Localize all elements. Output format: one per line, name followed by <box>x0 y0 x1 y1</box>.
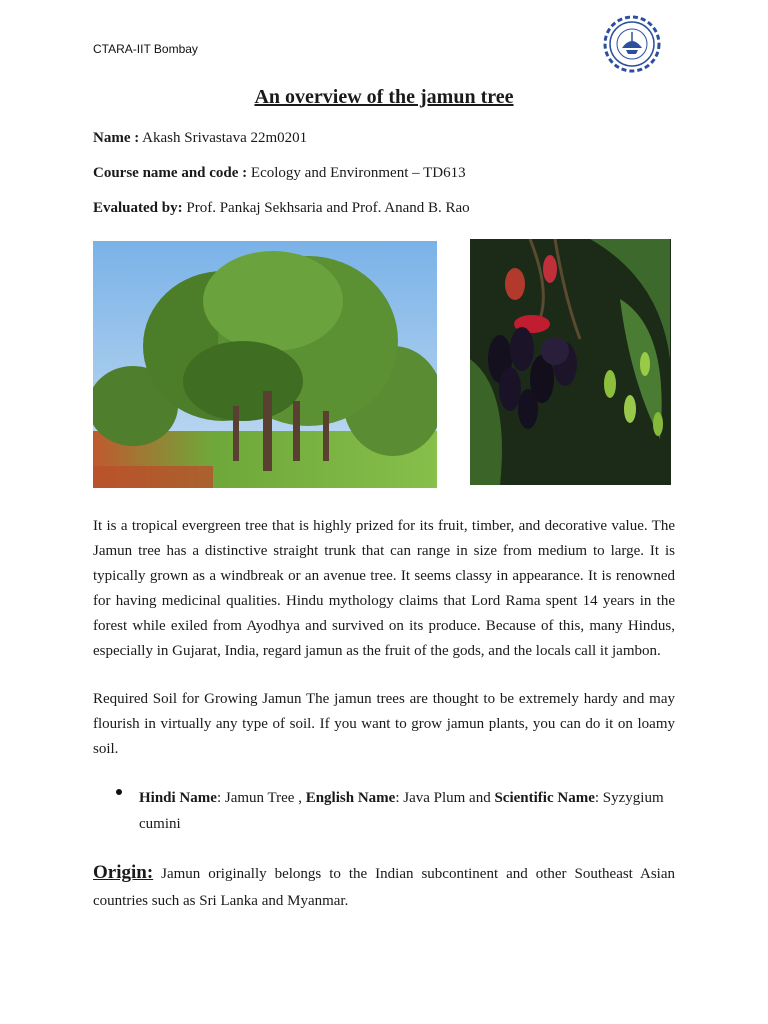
header-org-name: CTARA-IIT Bombay <box>93 42 198 56</box>
names-bullet <box>139 785 675 837</box>
origin-label: Origin: <box>93 862 154 883</box>
hindi-name-value: : Jamun Tree , <box>216 790 306 806</box>
jamun-fruit-photo <box>470 239 671 485</box>
intro-paragraph: It is a tropical evergreen tree that is highly prized for its fruit, timber, and decorative value. The Jamun tree has a distinctive straight trunk that can range in size from medium to large. It is typically grown as a windbreak or an avenue tree. It seems classy in appearance. It is renowned for having medicinal qualities. Hindu mythology claims that Lord Rama spent 14 years in the forest while exiled from Ayodhya and survived on its produce. Because of this, many Hindus, especially in Gujarat, India, regard jamun as the fruit of the gods, and the locals call it jambon. <box>93 518 675 659</box>
evaluated-label: Evaluated by: <box>93 200 183 216</box>
bullet-marker <box>116 789 122 795</box>
jamun-tree-photo <box>93 241 437 488</box>
iit-bombay-seal-icon <box>588 12 676 76</box>
hindi-name-label: Hindi Name <box>139 790 217 806</box>
name-line <box>93 130 307 147</box>
evaluated-value: Prof. Pankaj Sekhsaria and Prof. Anand B. Rao <box>186 200 470 216</box>
soil-paragraph: Required Soil for Growing Jamun The jamun trees are thought to be extremely hardy and may flourish in virtually any type of soil. If you want to grow jamun plants, you can do it on loamy soil. <box>93 691 675 757</box>
course-value: Ecology and Environment – TD613 <box>250 165 466 181</box>
name-value: Akash Srivastava 22m0201 <box>142 130 308 146</box>
course-line <box>93 165 466 182</box>
evaluated-line <box>93 200 470 217</box>
origin-paragraph <box>93 859 675 915</box>
scientific-name-label: Scientific Name <box>494 790 595 806</box>
scientific-name-value: : Syzygium cumini <box>139 790 664 832</box>
origin-text: Jamun originally belongs to the Indian subcontinent and other Southeast Asian countries such as Sri Lanka and Myanmar. <box>93 866 675 909</box>
name-label: Name : <box>93 130 140 146</box>
english-name-value: : Java Plum and <box>395 790 495 806</box>
document-title: An overview of the jamun tree <box>254 86 514 108</box>
english-name-label: English Name <box>305 790 396 806</box>
course-label: Course name and code : <box>93 165 248 181</box>
